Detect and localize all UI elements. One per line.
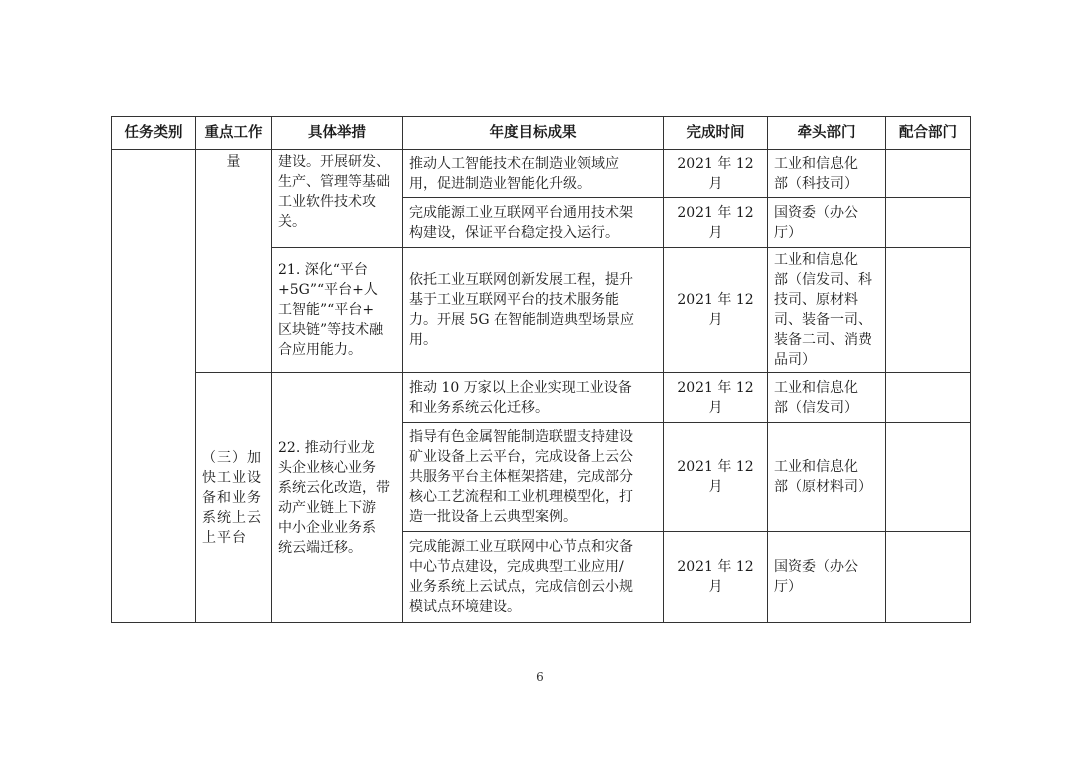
table-row [112, 150, 971, 198]
time-cell: 2021 年 12 月 [664, 423, 768, 532]
lead-cell: 国资委（办公 厅） [768, 198, 886, 248]
measure-text: 21. 深化“平台 +5G”“平台+人 工智能”“平台+ 区块链”等技术融 合应用能力。 [278, 262, 384, 358]
goal-cell: 推动 10 万家以上企业实现工业设备 和业务系统云化迁移。 [403, 373, 664, 423]
header-support-department: 配合部门 [886, 117, 971, 150]
key-work-cell [196, 373, 272, 623]
support-cell [886, 150, 971, 198]
header-key-work: 重点工作 [196, 117, 272, 150]
measure-cell [272, 248, 403, 373]
header-task-category: 任务类别 [112, 117, 196, 150]
support-cell [886, 532, 971, 623]
header-lead-department: 牵头部门 [768, 117, 886, 150]
table-header-row [112, 117, 971, 150]
lead-cell: 工业和信息化 部（科技司） [768, 150, 886, 198]
table-row [112, 373, 971, 423]
time-cell: 2021 年 12 月 [664, 248, 768, 373]
lead-cell: 工业和信息化 部（原材料司） [768, 423, 886, 532]
support-cell [886, 373, 971, 423]
lead-cell: 国资委（办公 厅） [768, 532, 886, 623]
time-cell: 2021 年 12 月 [664, 532, 768, 623]
support-cell [886, 198, 971, 248]
goal-cell: 指导有色金属智能制造联盟支持建设 矿业设备上云平台，完成设备上云公 共服务平台主体框架搭建，完成部分 核心工艺流程和工业机理模型化，打 造一批设备上云典型案例。 [403, 423, 664, 532]
key-work-text: （三）加 快工业设 备和业务 系统上云 上平台 [202, 449, 262, 546]
measure-text: 建设。开展研发、 生产、管理等基础 工业软件技术攻 关。 [278, 154, 390, 230]
time-cell: 2021 年 12 月 [664, 150, 768, 198]
task-category-cell [112, 150, 196, 623]
measure-cell [272, 373, 403, 623]
time-cell: 2021 年 12 月 [664, 373, 768, 423]
key-work-cell [196, 150, 272, 373]
lead-cell: 工业和信息化 部（信发司、科 技司、原材料 司、装备一司、 装备二司、消费 品司） [768, 248, 886, 373]
header-measures: 具体举措 [272, 117, 403, 150]
goal-cell: 完成能源工业互联网中心节点和灾备 中心节点建设，完成典型工业应用/ 业务系统上云试点，完成信创云小规 模试点环境建设。 [403, 532, 664, 623]
header-completion-time: 完成时间 [664, 117, 768, 150]
support-cell [886, 248, 971, 373]
support-cell [886, 423, 971, 532]
lead-cell: 工业和信息化 部（信发司） [768, 373, 886, 423]
goal-cell: 完成能源工业互联网平台通用技术架 构建设，保证平台稳定投入运行。 [403, 198, 664, 248]
page-number: 6 [536, 670, 544, 684]
key-work-text: 量 [226, 154, 241, 170]
measure-text: 22. 推动行业龙 头企业核心业务 系统云化改造，带 动产业链上下游 中小企业业务系 统云端迁移。 [278, 439, 390, 556]
time-cell: 2021 年 12 月 [664, 198, 768, 248]
header-annual-goal: 年度目标成果 [403, 117, 664, 150]
measure-cell [272, 150, 403, 248]
goal-cell: 推动人工智能技术在制造业领域应 用，促进制造业智能化升级。 [403, 150, 664, 198]
work-plan-table [111, 116, 971, 623]
goal-cell: 依托工业互联网创新发展工程，提升 基于工业互联网平台的技术服务能 力。开展 5G 在智能制造典型场景应 用。 [403, 248, 664, 373]
